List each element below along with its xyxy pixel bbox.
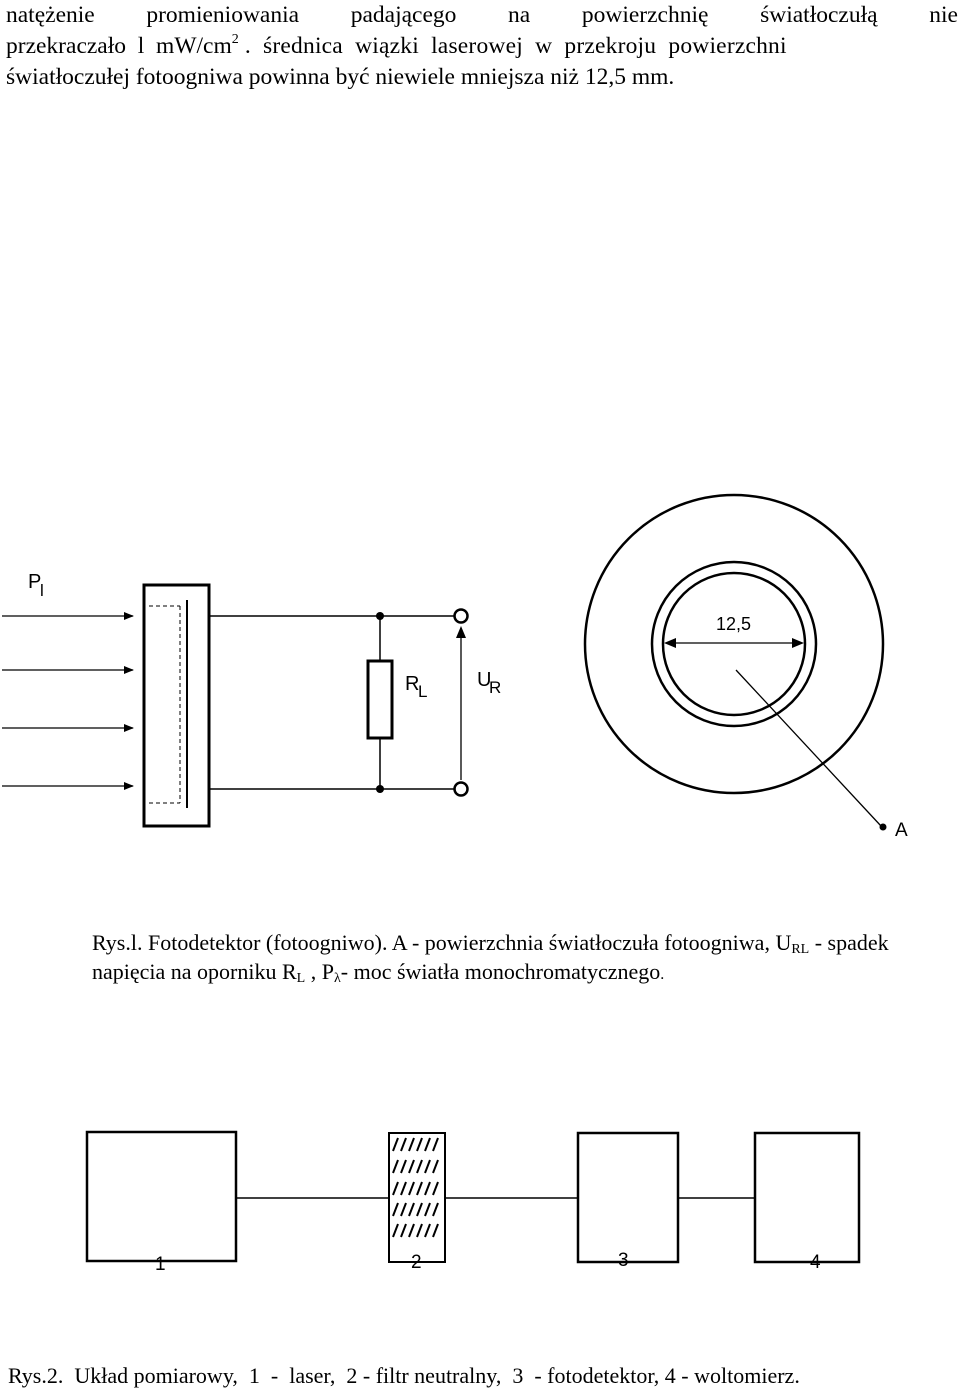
filter-label: 2 [411,1252,422,1273]
caption-1-part-e: - moc światła monochromatycznego [340,959,661,984]
label-r: R [405,673,420,695]
diameter-arrow-right [792,638,804,648]
caption-1-part-c: napięcia na oporniku R [92,959,297,984]
intro-line-3: światłoczułej fotoogniwa powinna być niewiele mniejsza niż 12,5 mm. [6,64,675,90]
figure-2 [87,1132,859,1275]
caption-1-sub-lambda: λ [333,971,341,986]
area-label: A [895,820,908,841]
circuit-wiring [209,616,455,789]
area-leader-line [736,670,881,826]
area-leader-dot [880,824,887,831]
resistor-rl [368,661,392,738]
caption-1-part-a: A - powierzchnia światłoczuła fotoogniwa, U [391,930,792,955]
intro-word: światłoczułą [760,2,878,28]
caption-1-sub-rl: RL [791,942,810,957]
figure-2-caption: Rys.2. Układ pomiarowy, 1 - laser, 2 - filtr neutralny, 3 - fotodetektor, 4 - woltomierz. [8,1363,800,1388]
caption-1-part-f: . [660,966,665,983]
intro-word: promieniowania [146,2,300,28]
junction-dot [376,785,384,793]
diameter-arrow-left [664,638,676,648]
laser-label: 1 [155,1254,166,1275]
label-p-sub: l [40,581,44,600]
figure-1-caption [92,928,942,989]
caption-1-sub-l: L [296,971,306,986]
incident-light-arrows [2,616,133,786]
diameter-label: 12,5 [716,614,752,634]
figure-1 [2,495,908,841]
laser-box [87,1132,236,1261]
filter-box [389,1133,445,1262]
voltage-arrowhead [456,626,466,638]
caption-1-part-b: - spadek [809,930,889,955]
voltmeter-label: 4 [810,1252,821,1273]
intro-word: powierzchnię [581,2,709,28]
voltmeter-box [755,1133,859,1262]
caption-1-part-d: , P [305,959,334,984]
intro-word: nie [929,2,958,28]
intro-line-2-a: przekraczało l mW/cm [6,33,232,59]
photocell-front-view [585,495,883,793]
intro-word: na [508,2,531,28]
intro-word: natężenie [6,2,95,28]
label-u-sub: R [489,678,502,697]
label-r-sub: L [418,682,428,701]
junction-dot [376,612,384,620]
photocell-body [144,585,209,826]
unit-exponent: 2 [231,32,239,47]
intro-word: padającego [350,2,457,28]
photodetector-box [578,1133,678,1262]
terminal-top [455,610,468,623]
label-p: P [28,571,42,593]
photodetector-label: 3 [618,1250,629,1271]
intro-line-2-b: . średnica wiązki laserowej w przekroju powierzchni [238,33,787,59]
label-u: U [477,669,492,691]
terminal-bottom [455,783,468,796]
caption-1-prefix: Rys.l. Fotodetektor (fotoogniwo). [92,930,392,955]
